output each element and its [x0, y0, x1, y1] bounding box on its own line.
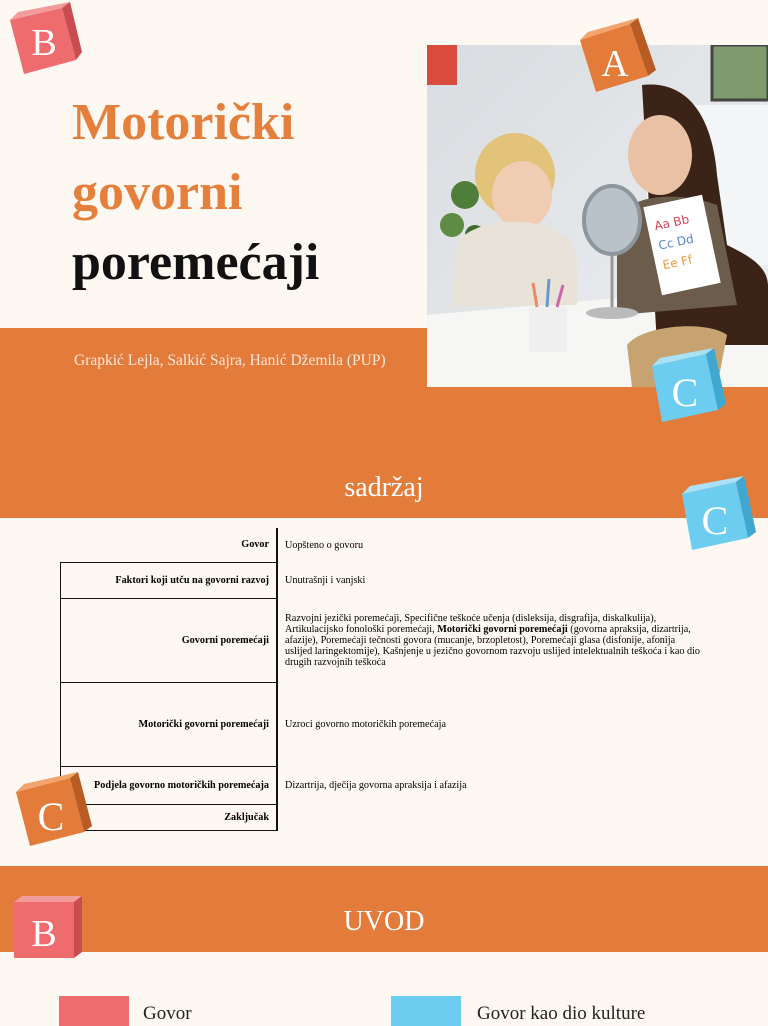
- contents-table: [60, 528, 710, 831]
- toc-value: Uopšteno o govoru: [285, 539, 364, 551]
- letter-cube-b-icon: [10, 892, 90, 962]
- table-row: [61, 562, 710, 598]
- toc-value: [277, 804, 710, 830]
- svg-text:B: B: [31, 22, 57, 64]
- table-row: [61, 804, 710, 830]
- svg-text:Ee Ff: Ee Ff: [661, 252, 694, 273]
- intro-title: UVOD: [343, 906, 425, 937]
- title-line-2: govorni: [72, 164, 243, 221]
- table-row: [61, 682, 710, 766]
- govor-label: Govor: [143, 1003, 192, 1024]
- toc-value-text: (govorna apraksija, dizartrija, afazije), Poremećaji tečnosti govora (mucanje, brzopletost), Poremećaji glasa (disfonije, afonija uslijed laringektomije), Kašnjenje u jezično govornom razvoju uslijed intelektualnih teškoća i kao dio drugih razvojnih teškoća: [285, 623, 701, 668]
- letter-cube-c-icon: [14, 770, 96, 852]
- toc-key: Zaključak: [61, 804, 278, 830]
- table-row: [61, 528, 710, 562]
- toc-value-bold: Motorički govorni poremećaji: [437, 623, 568, 635]
- svg-text:B: B: [31, 913, 57, 955]
- table-row: [61, 598, 710, 682]
- table-row: [61, 766, 710, 804]
- toc-value: [277, 598, 710, 682]
- svg-text:A: A: [601, 43, 629, 85]
- contents-title: sadržaj: [344, 472, 424, 503]
- svg-text:Aa Bb: Aa Bb: [653, 212, 691, 234]
- toc-key: Podjela govorno motoričkih poremećaja: [61, 766, 278, 804]
- letter-cube-a-icon: [576, 14, 658, 98]
- svg-text:Cc Dd: Cc Dd: [657, 231, 696, 253]
- letter-cube-b-icon: [4, 0, 86, 80]
- svg-text:C: C: [701, 498, 729, 543]
- letter-cube-c-icon: [648, 346, 730, 430]
- toc-value: Unutrašnji i vanjski: [285, 574, 366, 586]
- title-line-1: Motorički: [72, 94, 295, 151]
- svg-text:C: C: [671, 370, 699, 415]
- toc-key: Faktori koji utču na govorni razvoj: [61, 562, 278, 598]
- kultura-label: Govor kao dio kulture: [477, 1003, 646, 1024]
- toc-key: Motorički govorni poremećaji: [61, 682, 278, 766]
- toc-key: Govor: [61, 528, 278, 562]
- toc-value: Dizartrija, dječija govorna apraksija i afazija: [285, 779, 467, 791]
- page-title: [72, 88, 319, 298]
- authors-text: Grapkić Lejla, Salkić Sajra, Hanić Džemila (PUP): [74, 352, 386, 369]
- toc-value-text: Razvojni jezički poremećaji, Specifične teškoće učenja (disleksija, disgrafija, diskalkulija), Artikulacijsko fonološki poremećaji,: [285, 612, 657, 635]
- toc-key: Govorni poremećaji: [61, 598, 278, 682]
- toc-value: Uzroci govorno motoričkih poremećaja: [285, 718, 446, 730]
- kultura-swatch: [391, 996, 461, 1026]
- svg-text:C: C: [37, 794, 65, 839]
- govor-swatch: [59, 996, 129, 1026]
- title-line-3: poremećaji: [72, 234, 320, 291]
